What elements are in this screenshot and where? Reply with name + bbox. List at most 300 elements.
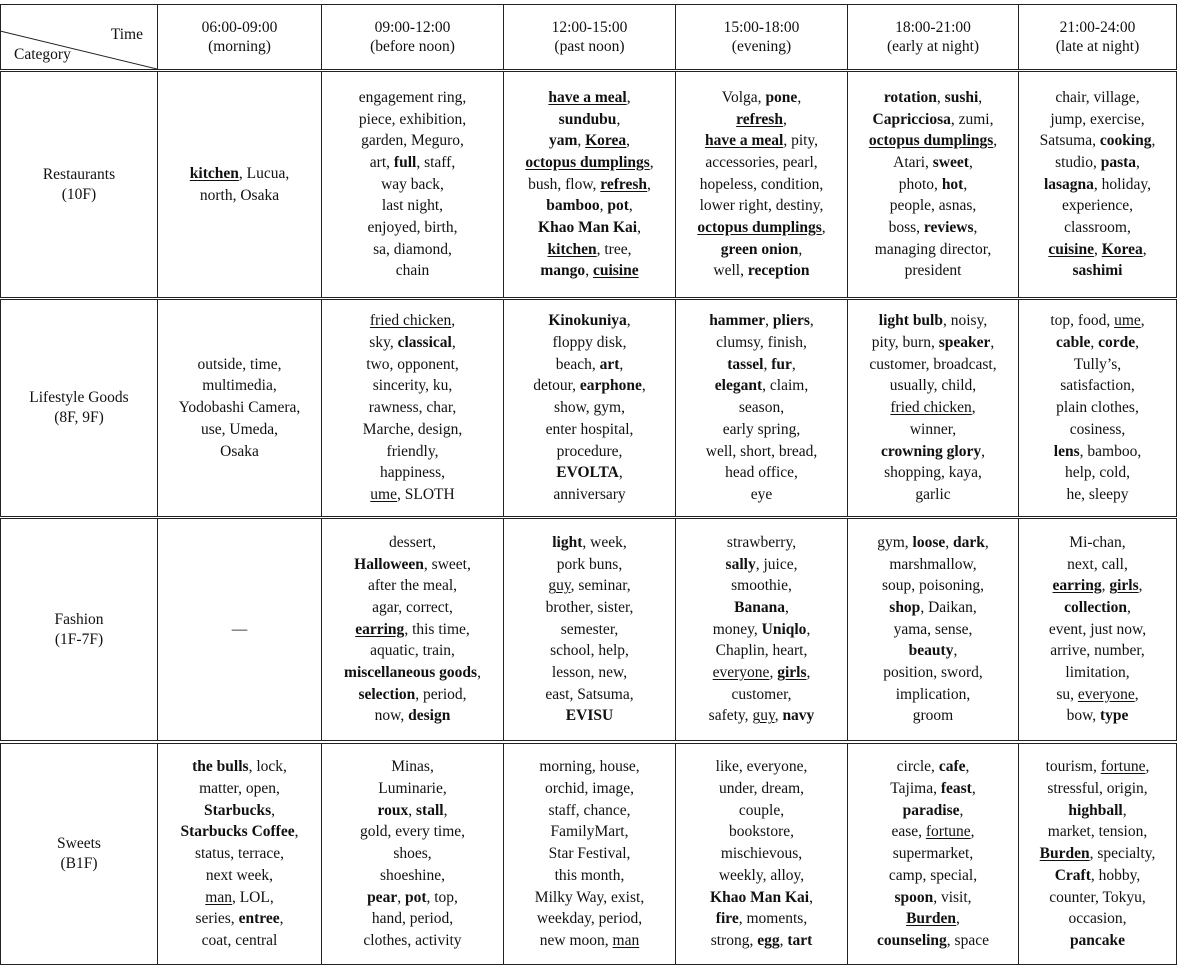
- word-line: [713, 662, 811, 684]
- word-text: ,: [451, 312, 456, 330]
- word-list-cell: [848, 744, 1018, 964]
- word-text: ,: [971, 399, 976, 417]
- highlighted-word: earphone: [579, 377, 642, 395]
- word-text: groom: [912, 707, 954, 725]
- word-line: [721, 239, 803, 261]
- highlighted-word: have a meal: [548, 88, 627, 106]
- word-line: [751, 484, 773, 506]
- word-text: money,: [712, 620, 762, 638]
- word-list-cell: [504, 72, 675, 297]
- word-text: anniversary: [553, 485, 626, 503]
- word-text: soup, poisoning,: [881, 577, 985, 595]
- time-slot-range: 06:00-09:00: [201, 19, 278, 36]
- word-text: ,: [936, 88, 945, 106]
- word-text: bookstore,: [728, 823, 794, 841]
- highlighted-word: octopus dumplings: [525, 153, 650, 171]
- word-text: brother, sister,: [545, 598, 634, 616]
- word-text: strawberry,: [726, 533, 797, 551]
- word-line: [731, 684, 791, 706]
- word-list-cell: [158, 519, 321, 740]
- word-text: jump, exercise,: [1050, 110, 1145, 128]
- word-text: Chaplin, heart,: [715, 642, 808, 660]
- word-line: [1067, 705, 1129, 727]
- time-slot-name: (morning): [208, 38, 271, 55]
- word-text: accessories, pearl,: [705, 153, 818, 171]
- word-line: [553, 484, 625, 506]
- word-text: winner,: [909, 420, 957, 438]
- word-line: [731, 575, 792, 597]
- word-text: implication,: [895, 685, 971, 703]
- highlighted-word: earring: [355, 620, 405, 638]
- highlighted-word: navy: [782, 707, 815, 725]
- word-line: [1070, 930, 1125, 952]
- word-list-cell: [848, 519, 1018, 740]
- word-text: ,: [1138, 577, 1143, 595]
- word-text: eye: [750, 485, 773, 503]
- word-text: help, cold,: [1065, 464, 1130, 482]
- word-line: [915, 484, 950, 506]
- word-text: semester,: [560, 620, 619, 638]
- word-list-cell: [848, 300, 1018, 516]
- word-text: gold, every time,: [359, 823, 466, 841]
- word-text: customer, broadcast,: [869, 355, 997, 373]
- word-line: [1062, 195, 1133, 217]
- word-text: status, terrace,: [194, 845, 285, 863]
- corner-time-label: Time: [110, 26, 143, 43]
- word-line: [1068, 908, 1126, 930]
- word-text: strong,: [710, 931, 758, 949]
- word-line: [195, 843, 284, 865]
- word-text: ,: [956, 910, 960, 928]
- highlighted-word: highball: [1068, 801, 1123, 819]
- word-text: this month,: [554, 866, 625, 884]
- highlighted-word: ume: [1114, 312, 1141, 330]
- word-line: [1050, 310, 1144, 332]
- word-text: series,: [195, 910, 239, 928]
- word-line: [1048, 239, 1146, 261]
- highlighted-word: fur: [771, 355, 792, 373]
- word-text: ,: [641, 377, 646, 395]
- word-line: [359, 87, 467, 109]
- word-text: pity, burn,: [871, 334, 939, 352]
- word-line: [726, 554, 798, 576]
- word-text: ,: [599, 197, 608, 215]
- grid-line-horizontal: [0, 69, 1177, 70]
- highlighted-word: type: [1100, 707, 1129, 725]
- highlighted-word: Burden: [1039, 845, 1090, 863]
- word-text: ,: [477, 664, 481, 682]
- word-text: people, asnas,: [889, 197, 977, 215]
- word-text: use, Umeda,: [200, 420, 279, 438]
- word-text: —: [231, 620, 248, 638]
- grid-line-vertical: [0, 4, 1, 70]
- word-line: [548, 87, 630, 109]
- word-line: [205, 887, 273, 909]
- word-line: [367, 887, 458, 909]
- word-line: [713, 619, 811, 641]
- word-text: ,: [963, 175, 968, 193]
- time-slot-header: [848, 5, 1018, 69]
- word-text: ,: [821, 219, 826, 237]
- grid-line-horizontal: [0, 516, 1177, 517]
- word-line: [561, 619, 618, 641]
- word-line: [549, 843, 631, 865]
- word-text: detour,: [533, 377, 580, 395]
- word-text: FamilyMart,: [550, 823, 629, 841]
- word-line: [872, 332, 995, 354]
- word-text: shoes,: [393, 845, 432, 863]
- word-line: [344, 662, 481, 684]
- word-text: shoeshine,: [379, 866, 445, 884]
- highlighted-word: pliers: [772, 312, 810, 330]
- highlighted-word: sashimi: [1072, 262, 1123, 280]
- word-line: [884, 87, 982, 109]
- word-text: ,: [1151, 132, 1156, 150]
- word-text: circle,: [896, 758, 939, 776]
- word-line: [884, 462, 982, 484]
- highlighted-word: selection: [358, 685, 416, 703]
- word-line: [363, 930, 461, 952]
- word-text: limitation,: [1065, 664, 1130, 682]
- word-text: ,: [1122, 801, 1127, 819]
- word-text: photo,: [898, 175, 942, 193]
- category-floor: (10F): [61, 185, 97, 203]
- word-text: bow,: [1066, 707, 1100, 725]
- word-line: [546, 597, 634, 619]
- word-line: [1064, 217, 1131, 239]
- word-line: [881, 441, 985, 463]
- word-line: [891, 821, 974, 843]
- word-line: [713, 260, 809, 282]
- word-line: [554, 397, 625, 419]
- highlighted-word: stall: [416, 801, 444, 819]
- word-line: [1055, 152, 1140, 174]
- word-text: , seminar,: [570, 577, 631, 595]
- word-line: [882, 575, 984, 597]
- word-line: [540, 930, 639, 952]
- word-text: morning, house,: [539, 758, 640, 776]
- highlighted-word: everyone: [1077, 685, 1135, 703]
- word-line: [549, 130, 630, 152]
- highlighted-word: entree: [238, 910, 280, 928]
- word-list-cell: [1019, 300, 1176, 516]
- time-slot-range: 15:00-18:00: [723, 19, 800, 36]
- time-slot-name: (evening): [731, 38, 792, 55]
- word-line: [380, 462, 445, 484]
- highlighted-word: Banana: [734, 598, 785, 616]
- highlighted-word: Capricciosa: [872, 110, 951, 128]
- word-line: [1065, 662, 1129, 684]
- word-line: [1067, 554, 1128, 576]
- word-line: [556, 462, 622, 484]
- word-text: enter hospital,: [545, 420, 634, 438]
- word-line: [1056, 397, 1139, 419]
- word-line: [359, 109, 466, 131]
- word-line: [370, 310, 455, 332]
- highlighted-word: paradise: [902, 801, 960, 819]
- word-line: [372, 597, 453, 619]
- word-list-cell: [676, 744, 847, 964]
- word-text: ,: [628, 197, 633, 215]
- word-text: ,: [763, 355, 772, 373]
- word-line: [373, 239, 452, 261]
- word-line: [1055, 865, 1141, 887]
- word-line: [896, 684, 970, 706]
- word-line: [202, 375, 276, 397]
- word-line: [559, 109, 621, 131]
- word-text: coat, central: [201, 931, 278, 949]
- word-text: now,: [374, 707, 409, 725]
- word-text: chair, village,: [1055, 88, 1140, 106]
- word-line: [889, 597, 976, 619]
- word-line: [1073, 260, 1123, 282]
- word-line: [361, 130, 464, 152]
- word-line: [550, 640, 629, 662]
- highlighted-word: kitchen: [189, 164, 239, 182]
- highlighted-word: pot: [607, 197, 629, 215]
- word-text: Mi-chan,: [1069, 533, 1126, 551]
- word-text: clothes, activity: [363, 931, 462, 949]
- highlighted-word: girls: [777, 664, 807, 682]
- word-line: [1050, 109, 1144, 131]
- word-text: safety,: [708, 707, 753, 725]
- word-line: [903, 800, 964, 822]
- corner-category-label: Category: [14, 46, 71, 63]
- word-text: season,: [738, 399, 785, 417]
- word-line: [545, 684, 633, 706]
- word-line: [889, 217, 978, 239]
- word-text: ,: [271, 801, 276, 819]
- word-line: [711, 930, 813, 952]
- word-text: usually, child,: [889, 377, 977, 395]
- word-text: occasion,: [1068, 910, 1127, 928]
- highlighted-word: collection: [1064, 598, 1127, 616]
- word-text: , moments,: [738, 910, 808, 928]
- word-text: counter, Tokyu,: [1049, 888, 1146, 906]
- word-text: hopeless, condition,: [699, 175, 824, 193]
- word-text: rawness, char,: [368, 399, 457, 417]
- time-slot-name: (past noon): [554, 38, 625, 55]
- highlighted-word: dark: [953, 533, 985, 551]
- highlighted-word: girls: [1109, 577, 1139, 595]
- highlighted-word: light: [552, 533, 583, 551]
- word-line: [545, 778, 634, 800]
- word-text: camp, special,: [888, 866, 978, 884]
- word-line: [1049, 887, 1146, 909]
- word-text: ,: [769, 664, 778, 682]
- highlighted-word: crowning glory: [881, 442, 982, 460]
- highlighted-word: Khao Man Kai: [710, 888, 810, 906]
- word-text: studio,: [1055, 153, 1101, 171]
- header-corner-cell: [0, 0, 157, 69]
- word-list-cell: [1019, 72, 1176, 297]
- word-text: ,: [798, 240, 803, 258]
- word-text: Star Festival,: [548, 845, 631, 863]
- time-slot-header: [322, 5, 503, 69]
- word-text: early spring,: [722, 420, 801, 438]
- highlighted-word: fortune: [1100, 758, 1146, 776]
- word-line: [360, 821, 465, 843]
- word-line: [716, 756, 808, 778]
- word-text: , period,: [415, 685, 467, 703]
- word-text: managing director,: [874, 240, 992, 258]
- word-text: ,: [1136, 153, 1140, 171]
- word-line: [1067, 484, 1129, 506]
- highlighted-word: loose: [912, 533, 946, 551]
- word-text: Osaka: [220, 442, 259, 460]
- word-line: [368, 575, 457, 597]
- word-text: procedure,: [556, 442, 623, 460]
- word-line: [555, 865, 625, 887]
- word-text: aquatic, train,: [370, 642, 455, 660]
- highlighted-word: speaker: [938, 334, 991, 352]
- word-text: ,: [971, 780, 976, 798]
- category-cell: [1, 744, 157, 964]
- highlighted-word: classical: [397, 334, 452, 352]
- word-line: [525, 152, 653, 174]
- word-text: friendly,: [386, 442, 439, 460]
- word-line: [727, 532, 796, 554]
- word-text: , lock,: [248, 758, 287, 776]
- word-text: ,: [408, 801, 417, 819]
- word-text: president: [904, 262, 962, 280]
- word-line: [196, 908, 284, 930]
- word-text: well,: [713, 262, 748, 280]
- word-line: [548, 239, 632, 261]
- word-line: [1049, 619, 1146, 641]
- word-text: lesson, new,: [551, 664, 628, 682]
- word-text: , staff,: [416, 153, 456, 171]
- word-line: [1048, 821, 1147, 843]
- word-text: ,: [577, 132, 586, 150]
- word-text: , holiday,: [1093, 175, 1152, 193]
- highlighted-word: elegant: [714, 377, 763, 395]
- word-text: hand, period,: [371, 910, 454, 928]
- word-line: [380, 865, 445, 887]
- highlighted-word: refresh: [736, 110, 783, 128]
- word-text: ,: [626, 132, 631, 150]
- word-text: next, call,: [1067, 555, 1128, 573]
- word-text: last night,: [381, 197, 444, 215]
- word-list-cell: [158, 300, 321, 516]
- word-line: [551, 821, 629, 843]
- word-text: way back,: [381, 175, 444, 193]
- word-line: [875, 239, 991, 261]
- highlighted-word: octopus dumplings: [868, 132, 994, 150]
- word-line: [179, 397, 301, 419]
- word-list-cell: [504, 744, 675, 964]
- word-text: ease,: [891, 823, 926, 841]
- word-line: [204, 800, 275, 822]
- word-line: [1046, 756, 1150, 778]
- word-line: [369, 332, 455, 354]
- word-line: [206, 865, 273, 887]
- word-text: ,: [791, 355, 796, 373]
- word-list-cell: [322, 300, 503, 516]
- word-text: ,: [953, 642, 958, 660]
- highlighted-word: fried chicken: [890, 399, 972, 417]
- highlighted-word: rotation: [883, 88, 937, 106]
- highlighted-word: EVISU: [565, 707, 614, 725]
- word-line: [363, 419, 462, 441]
- word-list-cell: [158, 744, 321, 964]
- word-text: , Daikan,: [920, 598, 977, 616]
- word-text: two, opponent,: [366, 355, 459, 373]
- word-line: [539, 756, 639, 778]
- word-line: [1040, 843, 1156, 865]
- word-text: ,: [968, 153, 973, 171]
- word-line: [557, 554, 622, 576]
- word-line: [1056, 684, 1138, 706]
- word-text: , specialty,: [1089, 845, 1156, 863]
- grid-line-horizontal: [0, 297, 1177, 298]
- word-text: , this time,: [404, 620, 470, 638]
- highlighted-word: pone: [765, 88, 798, 106]
- category-floor: (1F-7F): [54, 630, 104, 648]
- highlighted-word: man: [612, 931, 640, 949]
- time-slot-header: [158, 5, 321, 69]
- word-text: east, Satsuma,: [545, 685, 634, 703]
- word-line: [366, 354, 459, 376]
- word-text: ,: [984, 533, 989, 551]
- word-text: customer,: [731, 685, 792, 703]
- word-text: next week,: [205, 866, 274, 884]
- word-line: [198, 354, 282, 376]
- word-line: [546, 419, 634, 441]
- time-slot-name: (late at night): [1055, 38, 1140, 55]
- word-list-cell: [676, 300, 847, 516]
- word-text: , claim,: [762, 377, 809, 395]
- word-line: [877, 532, 989, 554]
- word-text: ,: [626, 88, 631, 106]
- word-text: ,: [626, 312, 631, 330]
- word-text: staff, chance,: [548, 801, 631, 819]
- highlighted-word: mango: [540, 262, 586, 280]
- word-text: ,: [970, 823, 975, 841]
- word-list-cell: [322, 72, 503, 297]
- highlighted-word: fire: [715, 910, 739, 928]
- word-line: [1040, 130, 1156, 152]
- highlighted-word: hot: [941, 175, 964, 193]
- word-line: [1074, 354, 1121, 376]
- word-line: [869, 354, 996, 376]
- word-line: [393, 843, 431, 865]
- word-text: outside, time,: [197, 355, 282, 373]
- word-text: show, gym,: [554, 399, 625, 417]
- category-cell: [1, 72, 157, 297]
- word-text: ,: [443, 801, 448, 819]
- word-text: yama, sense,: [893, 620, 973, 638]
- highlighted-word: Starbucks: [203, 801, 272, 819]
- word-line: [869, 130, 997, 152]
- word-line: [906, 908, 960, 930]
- word-text: , zumi,: [950, 110, 994, 128]
- word-line: [716, 640, 808, 662]
- word-line: [700, 174, 824, 196]
- highlighted-word: green onion: [720, 240, 799, 258]
- word-text: head office,: [725, 464, 798, 482]
- highlighted-word: EVOLTA: [556, 464, 619, 482]
- word-text: , space: [946, 931, 989, 949]
- highlighted-word: pear: [367, 888, 398, 906]
- highlighted-word: man: [205, 888, 232, 906]
- highlighted-word: sundubu: [558, 110, 617, 128]
- word-text: ,: [649, 153, 654, 171]
- highlighted-word: Korea: [1101, 240, 1143, 258]
- word-text: ,: [981, 442, 985, 460]
- word-line: [375, 705, 451, 727]
- word-line: [354, 554, 471, 576]
